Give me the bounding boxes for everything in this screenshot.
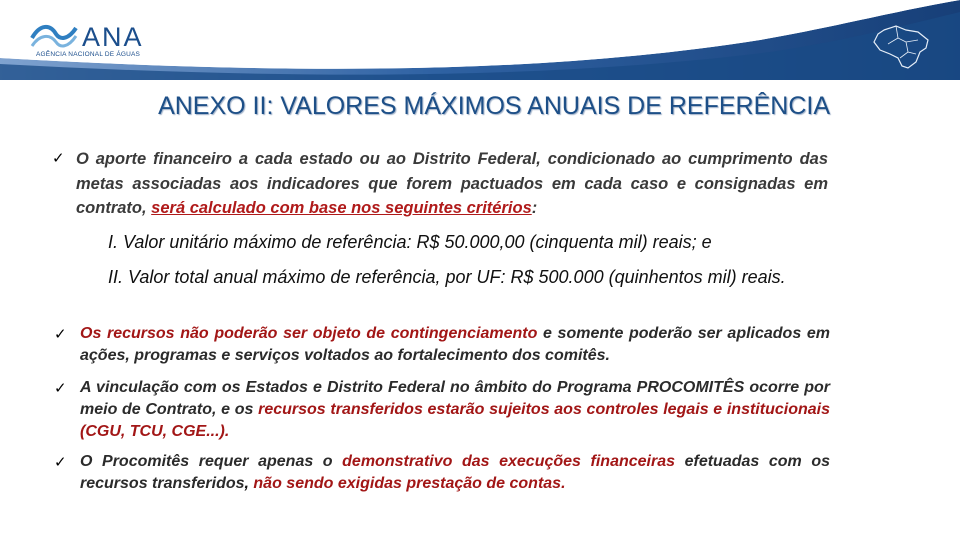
intro-text: O aporte financeiro a cada estado ou ao Distrito Federal, condicionado ao cumprimento das metas associadas aos indicadores que forem pactuados em cada caso e consignadas em contrato, xyxy=(76,150,828,217)
brazil-map-icon xyxy=(866,22,936,74)
bullet-2-highlight: recursos transferidos estarão sujeitos aos controles legais e institucionais (CGU, TCU, CGE...). xyxy=(80,401,830,440)
check-icon: ✓ xyxy=(54,453,67,471)
check-icon: ✓ xyxy=(54,379,67,397)
intro-highlight: será calculado com base nos seguintes critérios xyxy=(151,199,532,217)
ana-wave-icon xyxy=(30,18,78,50)
ana-logo xyxy=(30,18,160,68)
bullet-2-text: A vinculação com os Estados e Distrito Federal no âmbito do Programa PROCOMITÊS ocorre por meio de Contrato, e os xyxy=(80,379,830,418)
bullet-3-text-a: O Procomitês requer apenas o xyxy=(80,453,343,470)
bullet-1-highlight: Os recursos não poderão ser objeto de contingenciamento xyxy=(80,325,538,342)
criterion-item-1: I. Valor unitário máximo de referência: R$ 50.000,00 (cinquenta mil) reais; e xyxy=(108,232,712,252)
bullet-recursos xyxy=(80,323,830,367)
bullet-3-highlight-2: não sendo exigidas prestação de contas. xyxy=(253,475,566,492)
check-icon: ✓ xyxy=(54,325,67,343)
criterion-item-2: II. Valor total anual máximo de referência, por UF: R$ 500.000 (quinhentos mil) reais. xyxy=(108,267,786,287)
intro-text-end: : xyxy=(531,199,538,217)
check-icon: ✓ xyxy=(52,149,65,167)
bullet-1-text: e somente poderão ser aplicados em ações, programas e serviços voltados ao fortalecimento dos comitês. xyxy=(80,325,831,364)
bullet-3-text-b: efetuadas com os recursos transferidos xyxy=(80,453,830,492)
bullet-3-text-c: , xyxy=(244,475,254,492)
logo-subtitle: AGÊNCIA NACIONAL DE ÁGUAS xyxy=(36,51,141,58)
intro-paragraph xyxy=(76,147,828,221)
page-title: ANEXO II: VALORES MÁXIMOS ANUAIS DE REFERÊNCIA xyxy=(158,92,830,120)
logo-wordmark: ANA xyxy=(82,22,144,52)
bullet-3-highlight-1: demonstrativo das execuções financeiras xyxy=(342,453,676,470)
bullet-procomites xyxy=(80,451,830,495)
bullet-vinculacao xyxy=(80,377,830,443)
